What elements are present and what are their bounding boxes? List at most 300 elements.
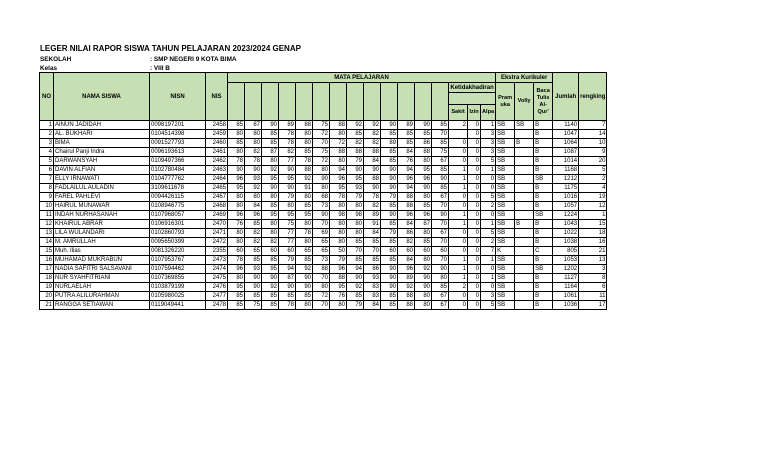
- score-cell: 76: [398, 157, 415, 166]
- volly-cell: [515, 283, 534, 292]
- pramuka-cell: SB: [496, 265, 515, 274]
- header-mata-pelajaran: MATA PELAJARAN: [228, 73, 496, 83]
- score-cell: 85: [245, 292, 262, 301]
- student-nisn: 0102780484: [150, 166, 206, 175]
- score-cell: 95: [296, 211, 313, 220]
- score-cell: 79: [381, 193, 398, 202]
- score-cell: 90: [313, 211, 330, 220]
- score-cell: 78: [330, 193, 347, 202]
- score-cell: 96: [415, 175, 432, 184]
- izin-cell: 0: [468, 130, 481, 139]
- student-nis: 2469: [206, 211, 228, 220]
- row-no: 12: [40, 220, 54, 229]
- score-cell: 84: [364, 301, 381, 310]
- score-cell: 90: [381, 121, 398, 130]
- score-cell: 80: [330, 130, 347, 139]
- pramuka-cell: SB: [496, 157, 515, 166]
- score-cell: 85: [296, 202, 313, 211]
- baca-tulis-cell: B: [534, 193, 553, 202]
- student-name: AINUN JADIDAH: [54, 121, 150, 130]
- meta-label: SEKOLAH: [40, 56, 72, 63]
- table-row: [40, 175, 607, 184]
- score-cell: 89: [398, 274, 415, 283]
- score-cell: 96: [330, 175, 347, 184]
- score-cell: 80: [330, 202, 347, 211]
- score-cell: 93: [364, 274, 381, 283]
- jumlah-cell: 805: [553, 247, 579, 256]
- score-cell: 85: [432, 121, 449, 130]
- score-cell: 85: [381, 148, 398, 157]
- izin-cell: 0: [468, 121, 481, 130]
- score-cell: 80: [228, 148, 245, 157]
- header-ketidakhadiran: Ketidakhadiran: [450, 84, 494, 91]
- score-cell: 65: [313, 238, 330, 247]
- header-nama: NAMA SISWA: [54, 73, 150, 121]
- table-row: [40, 292, 607, 301]
- score-cell: 80: [228, 130, 245, 139]
- score-cell: 88: [296, 166, 313, 175]
- student-nisn: 0098197201: [150, 121, 206, 130]
- baca-tulis-cell: B: [534, 148, 553, 157]
- table-row: [40, 256, 607, 265]
- row-no: 21: [40, 301, 54, 310]
- pramuka-cell: SB: [496, 139, 515, 148]
- meta-label: Kelas: [40, 65, 58, 72]
- sakit-cell: 1: [449, 211, 468, 220]
- baca-tulis-cell: SB: [534, 175, 553, 184]
- score-cell: 78: [228, 256, 245, 265]
- score-cell: 82: [262, 238, 279, 247]
- score-cell: 89: [381, 139, 398, 148]
- alpa-cell: 5: [481, 193, 496, 202]
- score-cell: 76: [330, 292, 347, 301]
- jumlah-cell: 1016: [553, 193, 579, 202]
- score-cell: 85: [262, 202, 279, 211]
- score-cell: 95: [347, 175, 364, 184]
- score-cell: 70: [432, 238, 449, 247]
- row-no: 4: [40, 148, 54, 157]
- score-cell: 96: [398, 265, 415, 274]
- score-cell: 75: [432, 148, 449, 157]
- score-cell: 82: [364, 139, 381, 148]
- score-cell: 50: [330, 247, 347, 256]
- rank-cell: 7: [579, 121, 607, 130]
- score-cell: 95: [279, 175, 296, 184]
- student-nisn: 0102860793: [150, 229, 206, 238]
- header-alpa: Alpa: [481, 105, 496, 121]
- score-cell: 80: [347, 229, 364, 238]
- score-cell: 94: [398, 166, 415, 175]
- volly-cell: [515, 211, 534, 220]
- score-cell: 85: [432, 139, 449, 148]
- pramuka-cell: SB: [496, 130, 515, 139]
- student-nisn: 0107369855: [150, 274, 206, 283]
- jumlah-cell: 1038: [553, 238, 579, 247]
- student-name: MUHAMAD MUKRABUN: [54, 256, 150, 265]
- pramuka-cell: SB: [496, 301, 515, 310]
- alpa-cell: 3: [481, 130, 496, 139]
- score-cell: 90: [245, 283, 262, 292]
- score-cell: 90: [415, 121, 432, 130]
- score-cell: 73: [313, 202, 330, 211]
- jumlah-cell: 1053: [553, 256, 579, 265]
- score-cell: 80: [330, 229, 347, 238]
- score-cell: 90: [432, 211, 449, 220]
- rank-cell: 12: [579, 202, 607, 211]
- table-row: [40, 166, 607, 175]
- pramuka-cell: SB: [496, 211, 515, 220]
- score-cell: 84: [398, 256, 415, 265]
- table-row: [40, 121, 607, 130]
- score-cell: 89: [398, 121, 415, 130]
- baca-tulis-cell: B: [534, 166, 553, 175]
- score-cell: 60: [398, 247, 415, 256]
- rank-cell: 10: [579, 139, 607, 148]
- student-name: DAVIN ALFIAN: [54, 166, 150, 175]
- meta-kelas: [40, 65, 170, 72]
- score-cell: 80: [330, 220, 347, 229]
- student-nis: 2472: [206, 238, 228, 247]
- pramuka-cell: SB: [496, 121, 515, 130]
- score-cell: 85: [381, 301, 398, 310]
- score-cell: 88: [398, 202, 415, 211]
- row-no: 9: [40, 193, 54, 202]
- score-cell: 80: [432, 274, 449, 283]
- baca-tulis-cell: B: [534, 283, 553, 292]
- score-cell: 72: [313, 130, 330, 139]
- score-cell: 78: [279, 301, 296, 310]
- score-cell: 80: [296, 220, 313, 229]
- rank-cell: 18: [579, 229, 607, 238]
- score-cell: 90: [279, 283, 296, 292]
- score-cell: 92: [415, 265, 432, 274]
- score-cell: 90: [262, 274, 279, 283]
- baca-tulis-cell: B: [534, 130, 553, 139]
- score-cell: 84: [398, 148, 415, 157]
- student-nisn: 0104777762: [150, 175, 206, 184]
- sakit-cell: [449, 130, 468, 139]
- baca-tulis-cell: B: [534, 256, 553, 265]
- baca-tulis-cell: B: [534, 220, 553, 229]
- jumlah-cell: 1127: [553, 274, 579, 283]
- jumlah-cell: 1064: [553, 139, 579, 148]
- score-cell: 96: [228, 175, 245, 184]
- score-cell: 96: [228, 211, 245, 220]
- score-cell: 90: [296, 274, 313, 283]
- score-cell: 70: [313, 274, 330, 283]
- student-name: PUTRA ALILURAHMAN: [54, 292, 150, 301]
- score-cell: 60: [262, 247, 279, 256]
- student-nis: 2478: [206, 301, 228, 310]
- score-cell: 85: [381, 220, 398, 229]
- score-cell: 94: [347, 265, 364, 274]
- sakit-cell: 0: [449, 139, 468, 148]
- student-name: NURLAELAH: [54, 283, 150, 292]
- student-nis: 2458: [206, 121, 228, 130]
- volly-cell: SB: [515, 121, 534, 130]
- score-cell: 80: [296, 193, 313, 202]
- score-cell: 80: [262, 220, 279, 229]
- student-nis: 2476: [206, 283, 228, 292]
- score-cell: 88: [398, 301, 415, 310]
- score-cell: 85: [228, 301, 245, 310]
- student-nis: 2475: [206, 274, 228, 283]
- score-cell: 80: [330, 301, 347, 310]
- score-cell: 90: [245, 274, 262, 283]
- sakit-cell: 1: [449, 256, 468, 265]
- header-sakit: Sakit: [449, 105, 468, 121]
- pramuka-cell: SB: [496, 175, 515, 184]
- volly-cell: [515, 247, 534, 256]
- score-cell: 80: [313, 283, 330, 292]
- score-cell: 80: [415, 292, 432, 301]
- score-cell: 92: [296, 265, 313, 274]
- sakit-cell: 0: [449, 301, 468, 310]
- score-cell: 93: [245, 175, 262, 184]
- score-cell: 67: [432, 229, 449, 238]
- sakit-cell: 1: [449, 274, 468, 283]
- score-cell: 88: [330, 148, 347, 157]
- score-cell: 85: [398, 139, 415, 148]
- baca-tulis-cell: B: [534, 139, 553, 148]
- student-nis: 2477: [206, 292, 228, 301]
- volly-cell: [515, 184, 534, 193]
- score-cell: 95: [228, 184, 245, 193]
- alpa-cell: 5: [481, 157, 496, 166]
- score-cell: 95: [279, 211, 296, 220]
- jumlah-cell: 1036: [553, 301, 579, 310]
- table-row: [40, 265, 607, 274]
- row-no: 17: [40, 265, 54, 274]
- alpa-cell: 2: [481, 238, 496, 247]
- score-cell: 70: [364, 247, 381, 256]
- score-cell: 85: [347, 256, 364, 265]
- score-cell: 98: [330, 211, 347, 220]
- score-cell: 85: [245, 220, 262, 229]
- score-cell: 80: [228, 238, 245, 247]
- score-cell: 92: [364, 121, 381, 130]
- row-no: 13: [40, 229, 54, 238]
- baca-tulis-cell: B: [534, 229, 553, 238]
- student-name: ELLY IRNAWATI: [54, 175, 150, 184]
- score-cell: 80: [313, 184, 330, 193]
- alpa-cell: 0: [481, 184, 496, 193]
- score-cell: 85: [415, 130, 432, 139]
- baca-tulis-cell: C: [534, 247, 553, 256]
- rank-cell: 6: [579, 283, 607, 292]
- score-cell: 85: [245, 256, 262, 265]
- student-nisn: 0081326220: [150, 247, 206, 256]
- jumlah-cell: 1057: [553, 202, 579, 211]
- baca-tulis-cell: SB: [534, 265, 553, 274]
- score-cell: 85: [364, 238, 381, 247]
- jumlah-cell: 1047: [553, 130, 579, 139]
- score-cell: 85: [432, 283, 449, 292]
- volly-cell: B: [515, 220, 534, 229]
- volly-cell: [515, 202, 534, 211]
- table-row: [40, 148, 607, 157]
- score-cell: 90: [364, 184, 381, 193]
- row-no: 18: [40, 274, 54, 283]
- header-rangking: rengking: [579, 73, 607, 121]
- student-nis: 2474: [206, 265, 228, 274]
- score-cell: 75: [313, 121, 330, 130]
- pramuka-cell: SB: [496, 274, 515, 283]
- table-row: [40, 157, 607, 166]
- alpa-cell: 1: [481, 220, 496, 229]
- score-cell: 80: [245, 130, 262, 139]
- score-cell: 90: [381, 166, 398, 175]
- sakit-cell: 0: [449, 229, 468, 238]
- student-nisn: 0104514398: [150, 130, 206, 139]
- header-jumlah: Jumlah: [553, 73, 579, 121]
- pramuka-cell: SB: [496, 148, 515, 157]
- score-cell: 85: [432, 166, 449, 175]
- baca-tulis-cell: B: [534, 301, 553, 310]
- score-cell: 65: [313, 247, 330, 256]
- volly-cell: B: [515, 139, 534, 148]
- alpa-cell: 1: [481, 121, 496, 130]
- score-cell: 77: [279, 157, 296, 166]
- score-cell: 94: [330, 166, 347, 175]
- student-nisn: 0095650399: [150, 238, 206, 247]
- score-cell: 85: [381, 256, 398, 265]
- sakit-cell: 2: [449, 121, 468, 130]
- table-row: [40, 229, 607, 238]
- sakit-cell: 2: [449, 283, 468, 292]
- score-cell: 85: [347, 130, 364, 139]
- header-pramuka: Pram uka: [496, 83, 515, 121]
- student-name: NUR SYAHFITRIANI: [54, 274, 150, 283]
- score-cell: 85: [347, 292, 364, 301]
- score-cell: 68: [313, 193, 330, 202]
- pramuka-cell: SB: [496, 229, 515, 238]
- score-cell: 92: [262, 283, 279, 292]
- score-cell: 95: [262, 211, 279, 220]
- score-cell: 82: [245, 148, 262, 157]
- pramuka-cell: SB: [496, 292, 515, 301]
- score-cell: 90: [296, 283, 313, 292]
- score-cell: 95: [330, 184, 347, 193]
- volly-cell: [515, 274, 534, 283]
- score-cell: 90: [228, 166, 245, 175]
- score-cell: 75: [245, 301, 262, 310]
- sakit-cell: 0: [449, 238, 468, 247]
- score-cell: 90: [279, 166, 296, 175]
- table-row: [40, 238, 607, 247]
- score-cell: 91: [296, 184, 313, 193]
- score-cell: 82: [364, 202, 381, 211]
- student-name: Muh. Ilias: [54, 247, 150, 256]
- student-nisn: 0119049441: [150, 301, 206, 310]
- score-cell: 60: [381, 247, 398, 256]
- student-name: INDAH NURHASANAH: [54, 211, 150, 220]
- score-cell: 88: [347, 148, 364, 157]
- score-cell: 78: [296, 157, 313, 166]
- score-cell: 87: [415, 220, 432, 229]
- score-cell: 78: [245, 157, 262, 166]
- student-name: BIMA: [54, 139, 150, 148]
- row-no: 14: [40, 238, 54, 247]
- jumlah-cell: 1202: [553, 265, 579, 274]
- student-nis: 2462: [206, 157, 228, 166]
- grades-table-body: [40, 121, 607, 310]
- score-cell: 70: [313, 301, 330, 310]
- izin-cell: 0: [468, 166, 481, 175]
- score-cell: 92: [347, 121, 364, 130]
- sakit-cell: 0: [449, 247, 468, 256]
- score-cell: 84: [364, 157, 381, 166]
- score-cell: 80: [262, 157, 279, 166]
- score-cell: 69: [313, 229, 330, 238]
- score-cell: 87: [262, 148, 279, 157]
- alpa-cell: 0: [481, 283, 496, 292]
- score-cell: 70: [313, 220, 330, 229]
- alpa-cell: 5: [481, 301, 496, 310]
- jumlah-cell: 1014: [553, 157, 579, 166]
- row-no: 6: [40, 166, 54, 175]
- score-cell: 86: [364, 265, 381, 274]
- izin-cell: 0: [468, 238, 481, 247]
- baca-tulis-cell: B: [534, 238, 553, 247]
- score-cell: 88: [415, 148, 432, 157]
- score-cell: 85: [262, 139, 279, 148]
- header-nisn: NISN: [150, 73, 206, 121]
- score-cell: 84: [364, 229, 381, 238]
- volly-cell: [515, 148, 534, 157]
- score-cell: 67: [432, 301, 449, 310]
- volly-cell: [515, 301, 534, 310]
- student-nisn: 0091527793: [150, 139, 206, 148]
- alpa-cell: 3: [481, 139, 496, 148]
- sakit-cell: 0: [449, 292, 468, 301]
- pramuka-cell: K: [496, 247, 515, 256]
- score-cell: 85: [279, 292, 296, 301]
- score-cell: 90: [432, 265, 449, 274]
- student-nis: 2460: [206, 139, 228, 148]
- row-no: 7: [40, 175, 54, 184]
- izin-cell: 0: [468, 184, 481, 193]
- row-no: 5: [40, 157, 54, 166]
- izin-cell: 0: [468, 274, 481, 283]
- row-no: 20: [40, 292, 54, 301]
- score-cell: 79: [381, 229, 398, 238]
- score-cell: 88: [364, 175, 381, 184]
- volly-cell: [515, 229, 534, 238]
- izin-cell: 0: [468, 256, 481, 265]
- score-cell: 85: [296, 256, 313, 265]
- student-nis: 2355: [206, 247, 228, 256]
- score-cell: 90: [415, 184, 432, 193]
- sakit-cell: 1: [449, 166, 468, 175]
- pramuka-cell: SB: [496, 256, 515, 265]
- score-cell: 82: [279, 148, 296, 157]
- volly-cell: [515, 256, 534, 265]
- score-cell: 83: [364, 283, 381, 292]
- score-cell: 70: [432, 256, 449, 265]
- score-cell: 85: [398, 130, 415, 139]
- score-cell: 96: [415, 211, 432, 220]
- table-row: [40, 139, 607, 148]
- jumlah-cell: 1043: [553, 220, 579, 229]
- score-cell: 80: [296, 238, 313, 247]
- score-cell: 73: [313, 256, 330, 265]
- rank-cell: 14: [579, 130, 607, 139]
- score-cell: 79: [279, 256, 296, 265]
- score-cell: 79: [279, 193, 296, 202]
- izin-cell: 0: [468, 211, 481, 220]
- jumlah-cell: 1140: [553, 121, 579, 130]
